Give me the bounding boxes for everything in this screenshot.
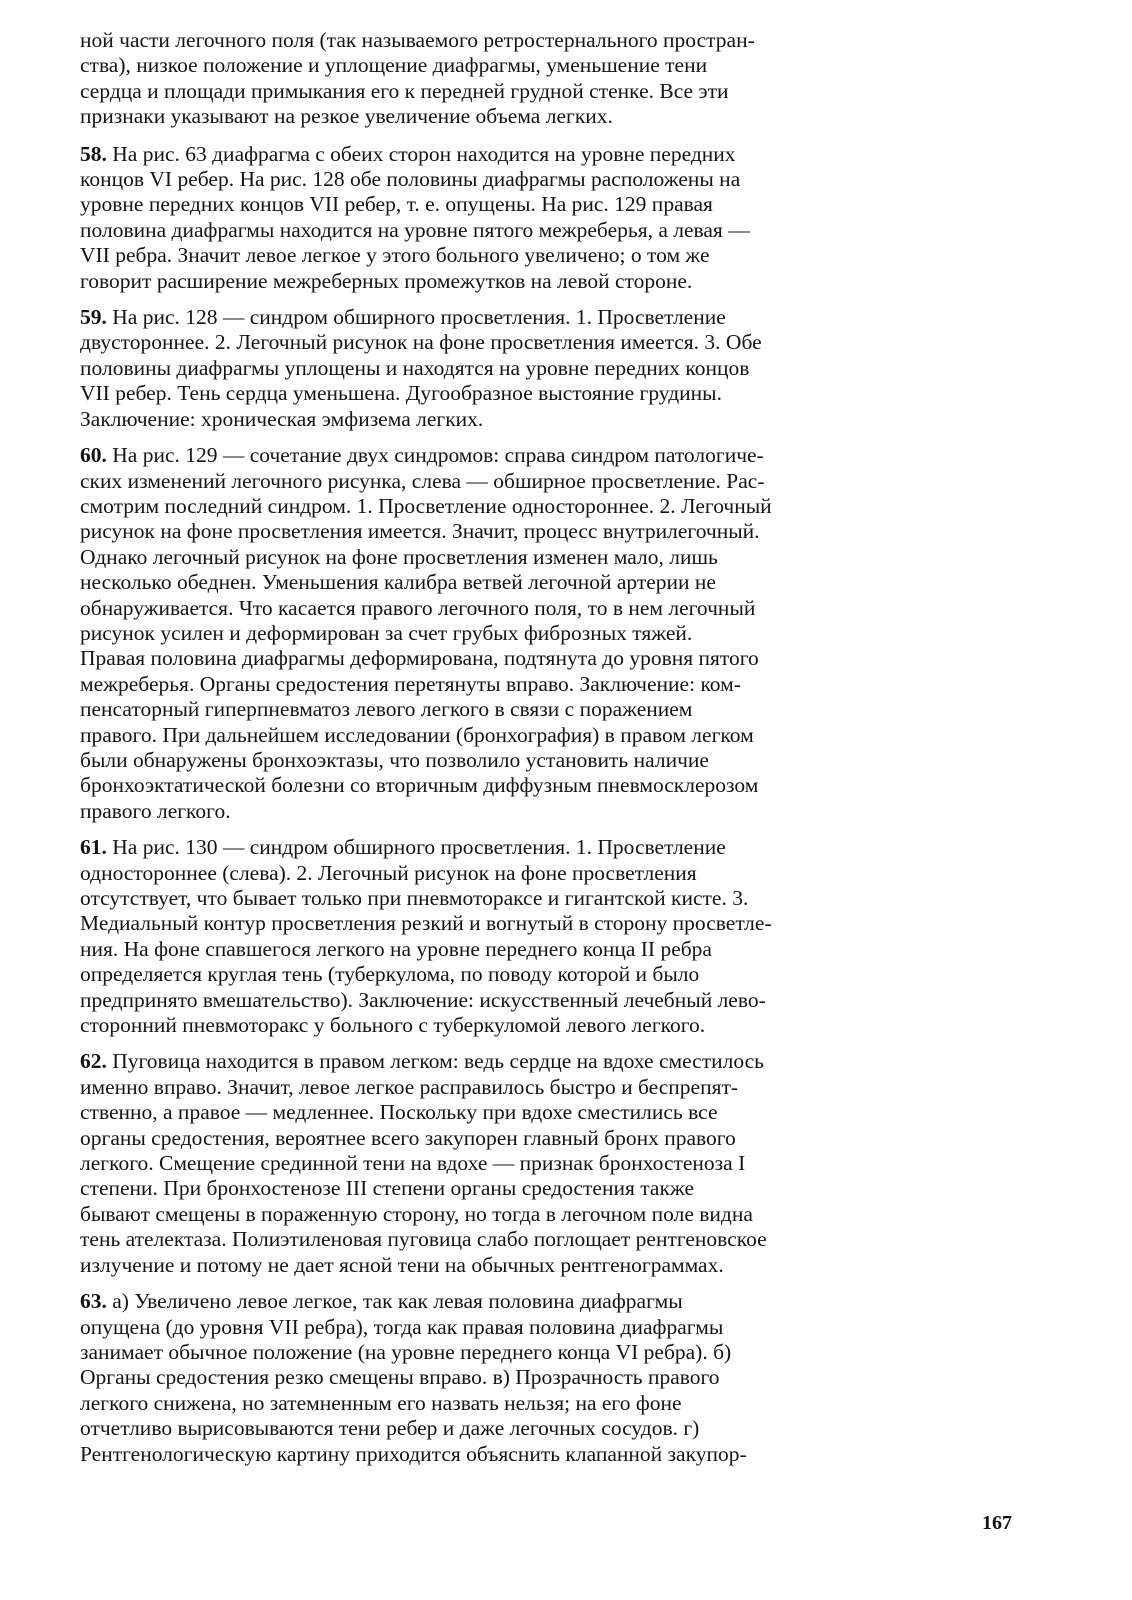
paragraph-number: 58. <box>80 141 107 166</box>
paragraph-59 <box>80 305 1020 432</box>
page-number: 167 <box>982 1512 1012 1534</box>
paragraph-text: На рис. 63 диафрагма с обеих сторон находится на уровне передних концов VI ребер. На рис. 128 обе половины диафрагмы расположены на уровне передних концов VII ребер, т. е. опущены. На рис. 129 правая половина диафрагмы находится на уровне пятого межреберья, а левая — VII ребра. Значит левое легкое у этого больного увеличено; о том же говорит расширение межреберных промежутков на левой стороне. <box>80 141 750 293</box>
paragraph-text: Пуговица находится в правом легком: ведь сердце на вдохе сместилось именно вправо. Значит, левое легкое расправилось быстро и беспрепят- ственно, а правое — медленнее. Поскольку при вдохе сместились все органы средостения, вероятнее всего закупорен главный бронх правого легкого. Смещение срединной тени на вдохе — признак бронхостеноза I степени. При бронхостенозе III степени органы средостения также бывают смещены в пораженную сторону, но тогда в легочном поле видна тень ателектаза. Полиэтиленовая пуговица слабо поглощает рентгеновское излучение и потому не дает ясной тени на обычных рентгенограммах. <box>80 1049 767 1277</box>
paragraph-60 <box>80 443 1020 824</box>
paragraph-number: 61. <box>80 835 107 860</box>
paragraph-number: 59. <box>80 305 107 330</box>
paragraph-text: На рис. 128 — синдром обширного просветления. 1. Просветление двустороннее. 2. Легочный рисунок на фоне просветления имеется. 3. Обе половины диафрагмы уплощены и находятся на уровне передних концов VII ребер. Тень сердца уменьшена. Дугообразное выстояние грудины. Заключение: хроническая эмфизема легких. <box>80 305 762 431</box>
paragraph-61 <box>80 835 1020 1038</box>
paragraph-number: 60. <box>80 443 107 468</box>
paragraph-text: На рис. 129 — сочетание двух синдромов: справа синдром патологиче- ских изменений легочного рисунка, слева — обширное просветление. Рас- смотрим последний синдром. 1. Просветление одностороннее. 2. Легочный рисунок на фоне просветления имеется. Значит, процесс внутрилегочный. Однако легочный рисунок на фоне просветления изменен мало, лишь несколько обеднен. Уменьшения калибра ветвей легочной артерии не обнаруживается. Что касается правого легочного поля, то в нем легочный рисунок усилен и деформирован за счет грубых фиброзных тяжей. Правая половина диафрагмы деформирована, подтянута до уровня пятого межреберья. Органы средостения перетянуты вправо. Заключение: ком- пенсаторный гиперпневматоз левого легкого в связи с поражением правого. При дальнейшем исследовании (бронхография) в правом легком были обнаружены бронхоэктазы, что позволило установить наличие бронхоэктатической болезни со вторичным диффузным пневмосклерозом правого легкого. <box>80 443 772 823</box>
paragraph-text: ной части легочного поля (так называемого ретростернального простран- ства), низкое положение и уплощение диафрагмы, уменьшение тени сердца и площади примыкания его к передней грудной стенке. Все эти признаки указывают на резкое увеличение объема легких. <box>80 28 755 129</box>
paragraph-58 <box>80 142 1020 294</box>
paragraph-continuation <box>80 28 1020 130</box>
paragraph-63 <box>80 1289 1020 1467</box>
paragraph-text: а) Увеличено левое легкое, так как левая половина диафрагмы опущена (до уровня VII ребра), тогда как правая половина диафрагмы занимает обычное положение (на уровне переднего конца VI ребра). б) Органы средостения резко смещены вправо. в) Прозрачность правого легкого снижена, но затемненным его назвать нельзя; на его фоне отчетливо вырисовываются тени ребер и даже легочных сосудов. г) Рентгенологическую картину приходится объяснить клапанной закупор- <box>80 1289 747 1466</box>
paragraph-text: На рис. 130 — синдром обширного просветления. 1. Просветление одностороннее (слева). 2. Легочный рисунок на фоне просветления отсутствует, что бывает только при пневмотораксе и гигантской кисте. 3. Медиальный контур просветления резкий и вогнутый в сторону просветле- ния. На фоне спавшегося легкого на уровне переднего конца II ребра определяется круглая тень (туберкулома, по поводу которой и было предпринято вмешательство). Заключение: искусственный лечебный лево- сторонний пневмоторакс у больного с туберкуломой левого легкого. <box>80 835 772 1038</box>
page-content <box>80 28 1020 1478</box>
paragraph-62 <box>80 1049 1020 1278</box>
paragraph-number: 62. <box>80 1049 107 1074</box>
paragraph-number: 63. <box>80 1289 107 1314</box>
